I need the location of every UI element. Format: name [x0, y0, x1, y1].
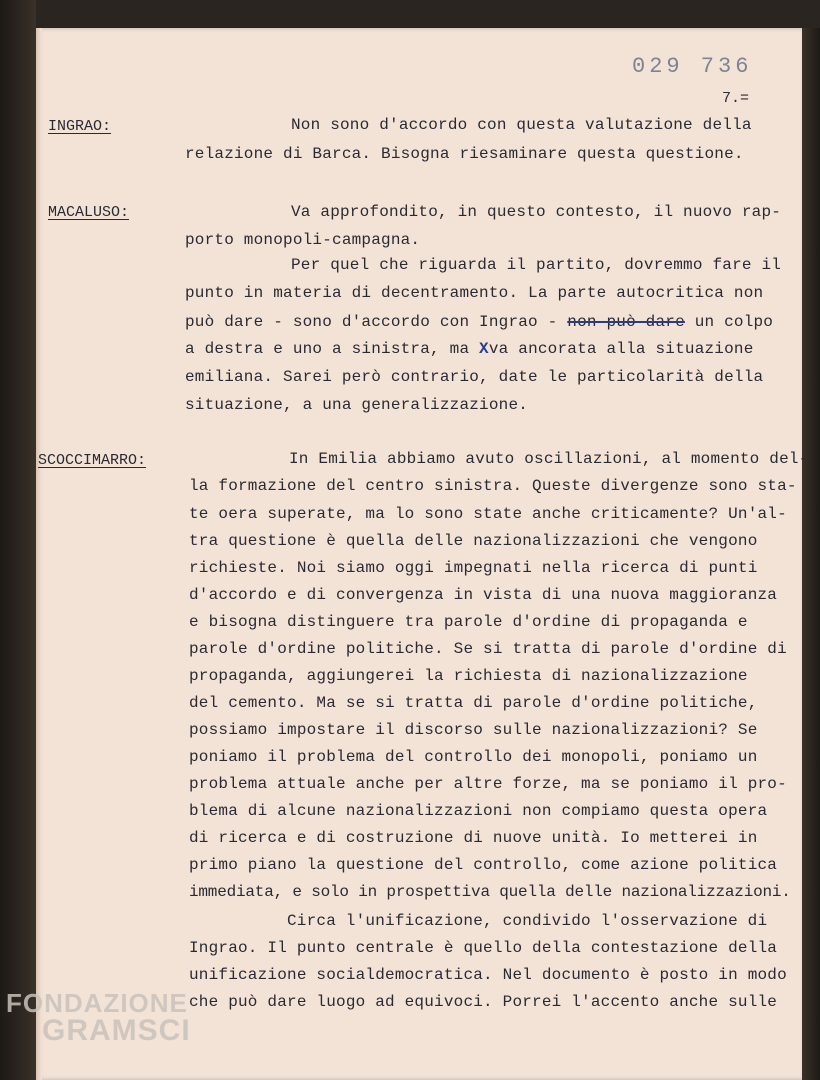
text-line: Non sono d'accordo con questa valutazione della [291, 116, 752, 134]
speaker-macaluso: MACALUSO: [48, 204, 130, 221]
watermark-line-2: GRAMSCI [42, 1014, 191, 1047]
struck-text: non può dare [567, 313, 685, 331]
text-line: tra questione è quella delle nazionalizzazioni che vengono [189, 532, 758, 550]
text-line: richieste. Noi siamo oggi impegnati nella ricerca di punti [189, 559, 758, 577]
text-line: la formazione del centro sinistra. Queste divergenze sono sta- [189, 477, 797, 495]
page-right-edge [802, 28, 820, 1080]
text-line: propaganda, aggiungerei la richiesta di nazionalizzazione [189, 667, 748, 685]
text-line: punto in materia di decentramento. La parte autocritica non [185, 284, 764, 302]
text-fragment: un colpo [684, 313, 774, 331]
text-line: situazione, a una generalizzazione. [185, 396, 529, 414]
text-fragment: a destra e uno a sinistra, ma [185, 340, 480, 358]
text-line: Ingrao. Il punto centrale è quello della contestazione della [189, 939, 778, 957]
text-line: Va approfondito, in questo contesto, il nuovo rap- [291, 203, 782, 221]
text-line: problema attuale anche per altre forze, ma se poniamo il pro- [189, 775, 787, 793]
text-fragment: va ancorata alla situazione [488, 340, 754, 358]
watermark-line-1: FONDAZIONE [6, 988, 188, 1018]
text-line: primo piano la questione del controllo, come azione politica [189, 856, 778, 874]
text-line: te oera superate, ma lo sono state anche criticamente? Un'al- [189, 505, 787, 523]
text-line: che può dare luogo ad equivoci. Porrei l'accento anche sulle [189, 993, 778, 1011]
text-line [185, 313, 773, 331]
text-line: In Emilia abbiamo avuto oscillazioni, al momento del- [289, 450, 809, 468]
text-line: emiliana. Sarei però contrario, date le particolarità della [185, 368, 764, 386]
speaker-ingrao: INGRAO: [48, 118, 112, 135]
binding-spine [0, 0, 36, 1080]
handwritten-x-mark: X [479, 340, 489, 358]
text-line: unificazione socialdemocratica. Nel documento è posto in modo [189, 966, 787, 984]
text-line: e bisogna distinguere tra parole d'ordine di propaganda e [189, 613, 748, 631]
page-left-edge [36, 28, 42, 1080]
text-line: porto monopoli-campagna. [185, 231, 421, 249]
text-line: del cemento. Ma se si tratta di parole d'ordine politiche, [189, 694, 758, 712]
text-line: relazione di Barca. Bisogna riesaminare questa questione. [185, 145, 744, 163]
text-line: Circa l'unificazione, condivido l'osservazione di [287, 912, 768, 930]
fondazione-gramsci-watermark [6, 990, 191, 1046]
text-line: parole d'ordine politiche. Se si tratta di parole d'ordine di [189, 640, 787, 658]
text-line [185, 340, 754, 358]
text-line: Per quel che riguarda il partito, dovremmo fare il [291, 256, 782, 274]
text-line: blema di alcune nazionalizzazioni non compiamo questa opera [189, 802, 768, 820]
text-line: di ricerca e di costruzione di nuove unità. Io metterei in [189, 829, 758, 847]
text-fragment: può dare - sono d'accordo con Ingrao - [185, 313, 568, 331]
text-line: poniamo il problema del controllo dei monopoli, poniamo un [189, 748, 758, 766]
text-line: d'accordo e di convergenza in vista di una nuova maggioranza [189, 586, 778, 604]
archive-number: 029 736 [632, 54, 753, 79]
page-number: 7.= [722, 90, 750, 107]
text-line: possiamo impostare il discorso sulle nazionalizzazioni? Se [189, 721, 758, 739]
text-line: immediata, e solo in prospettiva quella delle nazionalizzazioni. [189, 883, 791, 901]
speaker-scoccimarro: SCOCCIMARRO: [38, 452, 147, 469]
